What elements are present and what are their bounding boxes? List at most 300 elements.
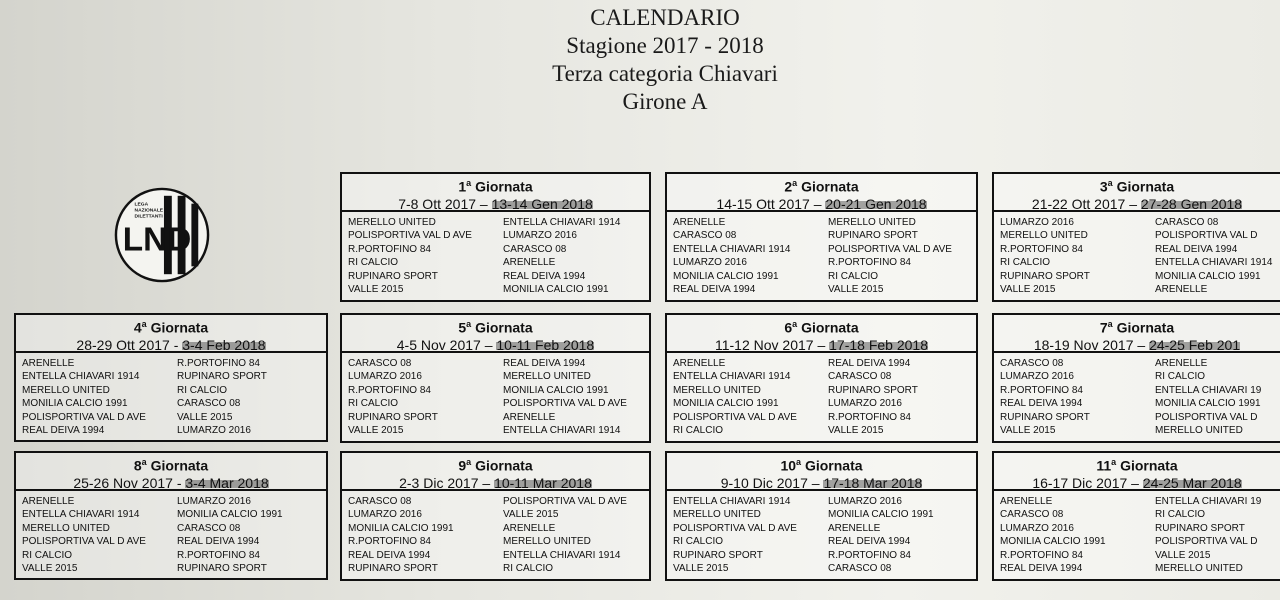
- match-row: [348, 495, 627, 508]
- away-team: R.PORTOFINO 84: [177, 549, 260, 561]
- round-dates: [342, 196, 649, 213]
- round-number: 9: [458, 457, 467, 474]
- round-title: [342, 316, 649, 337]
- home-team: MERELLO UNITED: [1000, 230, 1088, 242]
- home-team: MONILIA CALCIO 1991: [673, 398, 779, 410]
- header-title: CALENDARIO: [590, 5, 740, 30]
- round-suffix: a: [796, 457, 802, 467]
- round-suffix: a: [1111, 457, 1117, 467]
- away-team: MERELLO UNITED: [503, 536, 591, 548]
- home-team: ENTELLA CHIAVARI 1914: [22, 371, 140, 383]
- away-team: LUMARZO 2016: [503, 230, 577, 242]
- away-team: RUPINARO SPORT: [828, 384, 918, 396]
- match-row: [673, 357, 918, 370]
- away-team: LUMARZO 2016: [177, 425, 251, 437]
- return-date: 17-18 Mar 2018: [823, 474, 923, 491]
- match-row: [1000, 270, 1272, 283]
- home-team: RI CALCIO: [348, 398, 399, 410]
- return-date: 27-28 Gen 2018: [1140, 195, 1243, 212]
- round-card-1: [340, 172, 651, 302]
- match-row: [22, 384, 267, 397]
- original-date: 11-12 Nov 2017 –: [714, 336, 830, 353]
- away-team: R.PORTOFINO 84: [177, 358, 260, 369]
- away-team: ARENELLE: [503, 411, 556, 423]
- away-team: ENTELLA CHIAVARI 1914: [503, 549, 621, 561]
- home-team: VALLE 2015: [1000, 425, 1056, 437]
- match-row: [1000, 283, 1272, 296]
- home-team: R.PORTOFINO 84: [348, 536, 431, 548]
- match-row: [348, 397, 627, 410]
- match-row: [22, 370, 267, 383]
- match-row: [673, 424, 918, 437]
- home-team: LUMARZO 2016: [348, 371, 422, 383]
- original-date: 21-22 Ott 2017 –: [1031, 195, 1141, 212]
- match-row: [348, 283, 620, 296]
- match-row: [673, 229, 952, 242]
- match-row: [673, 243, 952, 256]
- home-team: R.PORTOFINO 84: [348, 243, 431, 255]
- away-team: MERELLO UNITED: [1155, 425, 1243, 437]
- round-title: [342, 454, 649, 475]
- away-team: RUPINARO SPORT: [177, 371, 267, 383]
- match-row: [348, 256, 620, 269]
- return-date: 3-4 Mar 2018: [185, 474, 269, 491]
- match-row: [22, 495, 283, 508]
- header-category: Terza categoria Chiavari: [552, 61, 778, 86]
- away-team: CARASCO 08: [1155, 217, 1219, 228]
- match-row: [22, 411, 267, 424]
- round-label: Giornata: [475, 178, 533, 195]
- away-team: RI CALCIO: [177, 384, 228, 396]
- return-date: 24-25 Feb 201: [1149, 336, 1241, 353]
- match-row: [348, 562, 627, 575]
- home-team: RI CALCIO: [673, 425, 724, 437]
- match-row: [22, 424, 267, 437]
- home-team: MERELLO UNITED: [673, 384, 761, 396]
- home-team: ARENELLE: [1000, 496, 1053, 507]
- match-list: [348, 216, 620, 296]
- round-number: 11: [1096, 457, 1112, 474]
- round-title: [16, 454, 326, 475]
- round-title: [342, 175, 649, 196]
- match-row: [348, 424, 627, 437]
- away-team: POLISPORTIVA VAL D AVE: [503, 496, 627, 507]
- header-season: Stagione 2017 - 2018: [566, 33, 764, 58]
- round-card-3: [992, 172, 1280, 302]
- match-row: [348, 508, 627, 521]
- away-team: ENTELLA CHIAVARI 1914: [503, 217, 621, 228]
- round-number: 2: [784, 178, 793, 195]
- home-team: CARASCO 08: [1000, 358, 1064, 369]
- home-team: R.PORTOFINO 84: [1000, 243, 1083, 255]
- match-row: [673, 216, 952, 229]
- match-row: [348, 229, 620, 242]
- away-team: VALLE 2015: [503, 509, 559, 521]
- round-title: [994, 175, 1280, 196]
- match-row: [1000, 397, 1261, 410]
- round-dates: [667, 337, 976, 354]
- match-row: [1000, 535, 1261, 548]
- match-row: [22, 357, 267, 370]
- home-team: MONILIA CALCIO 1991: [348, 522, 454, 534]
- original-date: 4-5 Nov 2017 –: [396, 336, 497, 353]
- round-suffix: a: [466, 457, 472, 467]
- match-row: [348, 243, 620, 256]
- round-number: 4: [133, 319, 142, 336]
- away-team: POLISPORTIVA VAL D AVE: [503, 398, 627, 410]
- home-team: ARENELLE: [22, 496, 75, 507]
- round-number: 3: [1099, 178, 1108, 195]
- away-team: RI CALCIO: [828, 270, 879, 282]
- round-title: [994, 454, 1280, 475]
- match-row: [348, 270, 620, 283]
- match-row: [1000, 243, 1272, 256]
- match-row: [673, 495, 934, 508]
- match-list: [1000, 357, 1261, 437]
- away-team: ENTELLA CHIAVARI 1914: [1155, 257, 1273, 269]
- home-team: MERELLO UNITED: [348, 217, 436, 228]
- round-header: [342, 453, 649, 491]
- home-team: RUPINARO SPORT: [348, 270, 438, 282]
- round-header: [342, 315, 649, 353]
- away-team: R.PORTOFINO 84: [828, 257, 911, 269]
- home-team: CARASCO 08: [1000, 509, 1064, 521]
- round-dates: [342, 475, 649, 492]
- lnd-logo: [113, 186, 211, 284]
- match-row: [673, 384, 918, 397]
- match-row: [1000, 384, 1261, 397]
- match-row: [22, 397, 267, 410]
- match-row: [22, 549, 283, 562]
- match-row: [673, 549, 934, 562]
- away-team: MERELLO UNITED: [828, 217, 916, 228]
- match-row: [348, 370, 627, 383]
- round-card-9: [340, 451, 651, 581]
- away-team: POLISPORTIVA VAL D: [1155, 411, 1258, 423]
- away-team: VALLE 2015: [828, 425, 884, 437]
- away-team: REAL DEIVA 1994: [503, 270, 586, 282]
- match-list: [1000, 495, 1261, 575]
- round-header: [342, 174, 649, 212]
- home-team: REAL DEIVA 1994: [1000, 398, 1083, 410]
- away-team: LUMARZO 2016: [828, 398, 902, 410]
- match-row: [348, 522, 627, 535]
- match-row: [673, 283, 952, 296]
- round-number: 1: [458, 178, 467, 195]
- away-team: R.PORTOFINO 84: [828, 411, 911, 423]
- home-team: ARENELLE: [673, 217, 726, 228]
- home-team: ARENELLE: [673, 358, 726, 369]
- match-row: [22, 522, 283, 535]
- home-team: ARENELLE: [22, 358, 75, 369]
- home-team: VALLE 2015: [348, 284, 404, 296]
- round-label: Giornata: [801, 319, 859, 336]
- away-team: LUMARZO 2016: [177, 496, 251, 507]
- match-row: [673, 256, 952, 269]
- round-card-7: [992, 313, 1280, 443]
- round-label: Giornata: [150, 457, 209, 474]
- away-team: ENTELLA CHIAVARI 19: [1155, 384, 1262, 396]
- round-card-6: [665, 313, 978, 443]
- match-row: [673, 411, 918, 424]
- round-label: Giornata: [804, 457, 863, 474]
- svg-text:NAZIONALE: NAZIONALE: [134, 208, 164, 214]
- round-number: 7: [1099, 319, 1108, 336]
- original-date: 16-17 Dic 2017 –: [1032, 474, 1143, 491]
- match-row: [1000, 522, 1261, 535]
- home-team: RUPINARO SPORT: [673, 549, 763, 561]
- return-date: 10-11 Mar 2018: [494, 474, 592, 491]
- round-label: Giornata: [1120, 457, 1178, 474]
- away-team: POLISPORTIVA VAL D AVE: [828, 243, 952, 255]
- return-date: 3-4 Feb 2018: [182, 336, 266, 353]
- match-row: [673, 370, 918, 383]
- home-team: VALLE 2015: [348, 425, 404, 437]
- round-suffix: a: [141, 319, 147, 329]
- home-team: POLISPORTIVA VAL D AVE: [673, 522, 797, 534]
- home-team: POLISPORTIVA VAL D AVE: [22, 411, 146, 423]
- original-date: 2-3 Dic 2017 –: [399, 474, 495, 491]
- away-team: RI CALCIO: [1155, 509, 1206, 521]
- match-row: [673, 562, 934, 575]
- home-team: ENTELLA CHIAVARI 1914: [673, 496, 791, 507]
- match-row: [1000, 411, 1261, 424]
- round-card-4: [14, 313, 328, 442]
- away-team: MONILIA CALCIO 1991: [503, 384, 609, 396]
- home-team: R.PORTOFINO 84: [348, 384, 431, 396]
- away-team: REAL DEIVA 1994: [177, 536, 260, 548]
- home-team: R.PORTOFINO 84: [1000, 384, 1083, 396]
- round-suffix: a: [141, 457, 147, 467]
- round-suffix: a: [792, 319, 798, 329]
- svg-text:DILETTANTI: DILETTANTI: [134, 214, 163, 220]
- round-suffix: a: [792, 178, 798, 188]
- round-header: [994, 174, 1280, 212]
- away-team: CARASCO 08: [177, 398, 241, 410]
- round-suffix: a: [466, 178, 472, 188]
- logo-text: LND: [122, 221, 192, 259]
- match-row: [1000, 357, 1261, 370]
- round-label: Giornata: [475, 319, 533, 336]
- home-team: ENTELLA CHIAVARI 1914: [673, 371, 791, 383]
- home-team: MERELLO UNITED: [673, 509, 761, 521]
- home-team: LUMARZO 2016: [673, 257, 747, 269]
- match-row: [348, 216, 620, 229]
- away-team: POLISPORTIVA VAL D: [1155, 230, 1258, 242]
- original-date: 18-19 Nov 2017 –: [1033, 336, 1150, 353]
- match-row: [673, 508, 934, 521]
- round-header: [667, 315, 976, 353]
- home-team: MONILIA CALCIO 1991: [22, 398, 128, 410]
- match-row: [673, 397, 918, 410]
- round-label: Giornata: [801, 178, 859, 195]
- round-dates: [342, 337, 649, 354]
- away-team: CARASCO 08: [828, 563, 892, 575]
- round-suffix: a: [466, 319, 472, 329]
- round-number: 6: [784, 319, 793, 336]
- home-team: POLISPORTIVA VAL D AVE: [348, 230, 472, 242]
- round-title: [667, 316, 976, 337]
- round-label: Giornata: [475, 457, 533, 474]
- round-title: [667, 175, 976, 196]
- home-team: REAL DEIVA 1994: [348, 549, 431, 561]
- home-team: VALLE 2015: [22, 563, 78, 575]
- home-team: RUPINARO SPORT: [1000, 411, 1090, 423]
- away-team: MERELLO UNITED: [1155, 563, 1243, 575]
- away-team: RI CALCIO: [1155, 371, 1206, 383]
- home-team: MERELLO UNITED: [22, 522, 110, 534]
- round-dates: [994, 475, 1280, 492]
- away-team: ARENELLE: [828, 522, 881, 534]
- away-team: ARENELLE: [1155, 358, 1208, 369]
- home-team: VALLE 2015: [1000, 284, 1056, 296]
- match-row: [673, 270, 952, 283]
- home-team: RI CALCIO: [348, 257, 399, 269]
- original-date: 7-8 Ott 2017 –: [398, 195, 492, 212]
- match-row: [22, 508, 283, 521]
- round-label: Giornata: [150, 319, 209, 336]
- round-dates: [16, 475, 326, 492]
- round-card-8: [14, 451, 328, 580]
- round-title: [994, 316, 1280, 337]
- away-team: MONILIA CALCIO 1991: [828, 509, 934, 521]
- match-list: [348, 357, 627, 437]
- calendar-header: [440, 4, 890, 116]
- away-team: ARENELLE: [1155, 284, 1208, 296]
- round-dates: [667, 196, 976, 213]
- round-suffix: a: [1107, 319, 1113, 329]
- match-row: [22, 535, 283, 548]
- away-team: CARASCO 08: [828, 371, 892, 383]
- away-team: REAL DEIVA 1994: [1155, 243, 1238, 255]
- match-row: [348, 549, 627, 562]
- round-title: [16, 316, 326, 337]
- round-dates: [994, 196, 1280, 213]
- match-row: [673, 535, 934, 548]
- home-team: CARASCO 08: [348, 358, 412, 369]
- home-team: ENTELLA CHIAVARI 1914: [22, 509, 140, 521]
- away-team: ARENELLE: [503, 522, 556, 534]
- home-team: RUPINARO SPORT: [1000, 270, 1090, 282]
- match-row: [1000, 229, 1272, 242]
- round-card-10: [665, 451, 978, 581]
- match-row: [22, 562, 283, 575]
- away-team: CARASCO 08: [503, 243, 567, 255]
- home-team: REAL DEIVA 1994: [1000, 563, 1083, 575]
- round-label: Giornata: [1116, 319, 1175, 336]
- away-team: ARENELLE: [503, 257, 556, 269]
- home-team: REAL DEIVA 1994: [673, 284, 756, 296]
- round-header: [16, 315, 326, 353]
- home-team: LUMARZO 2016: [1000, 522, 1074, 534]
- round-number: 5: [458, 319, 467, 336]
- away-team: VALLE 2015: [828, 284, 884, 296]
- svg-text:LEGA: LEGA: [134, 202, 149, 208]
- home-team: LUMARZO 2016: [1000, 371, 1074, 383]
- away-team: R.PORTOFINO 84: [828, 549, 911, 561]
- match-row: [1000, 549, 1261, 562]
- return-date: 17-18 Feb 2018: [829, 336, 928, 353]
- away-team: RUPINARO SPORT: [1155, 522, 1245, 534]
- home-team: ENTELLA CHIAVARI 1914: [673, 243, 791, 255]
- home-team: LUMARZO 2016: [1000, 217, 1074, 228]
- round-dates: [16, 337, 326, 354]
- round-card-5: [340, 313, 651, 443]
- round-header: [994, 453, 1280, 491]
- return-date: 20-21 Gen 2018: [825, 195, 927, 212]
- away-team: REAL DEIVA 1994: [828, 536, 911, 548]
- original-date: 9-10 Dic 2017 –: [720, 474, 824, 491]
- home-team: CARASCO 08: [348, 496, 412, 507]
- return-date: 10-11 Feb 2018: [496, 336, 595, 353]
- match-row: [348, 357, 627, 370]
- match-row: [1000, 562, 1261, 575]
- match-row: [1000, 216, 1272, 229]
- away-team: MONILIA CALCIO 1991: [503, 284, 609, 296]
- away-team: MONILIA CALCIO 1991: [1155, 398, 1261, 410]
- home-team: RI CALCIO: [673, 536, 724, 548]
- round-suffix: a: [1107, 178, 1113, 188]
- home-team: MONILIA CALCIO 1991: [673, 270, 779, 282]
- away-team: POLISPORTIVA VAL D: [1155, 536, 1258, 548]
- match-row: [1000, 495, 1261, 508]
- away-team: REAL DEIVA 1994: [828, 358, 911, 369]
- away-team: LUMARZO 2016: [828, 496, 902, 507]
- match-list: [673, 357, 918, 437]
- round-header: [667, 453, 976, 491]
- round-card-11: [992, 451, 1280, 581]
- round-header: [16, 453, 326, 491]
- header-group: Girone A: [622, 89, 708, 114]
- match-row: [673, 522, 934, 535]
- away-team: CARASCO 08: [177, 522, 241, 534]
- home-team: RI CALCIO: [22, 549, 73, 561]
- return-date: 24-25 Mar 2018: [1142, 474, 1242, 491]
- match-row: [348, 384, 627, 397]
- home-team: MERELLO UNITED: [22, 384, 110, 396]
- round-number: 10: [780, 457, 797, 474]
- away-team: MONILIA CALCIO 1991: [177, 509, 283, 521]
- home-team: CARASCO 08: [673, 230, 737, 242]
- home-team: POLISPORTIVA VAL D AVE: [673, 411, 797, 423]
- round-dates: [994, 337, 1280, 354]
- round-title: [667, 454, 976, 475]
- away-team: VALLE 2015: [1155, 549, 1211, 561]
- match-list: [673, 495, 934, 575]
- home-team: VALLE 2015: [673, 563, 729, 575]
- match-row: [1000, 508, 1261, 521]
- home-team: RUPINARO SPORT: [348, 563, 438, 575]
- home-team: RI CALCIO: [1000, 257, 1051, 269]
- original-date: 14-15 Ott 2017 –: [716, 195, 826, 212]
- home-team: RUPINARO SPORT: [348, 411, 438, 423]
- original-date: 28-29 Ott 2017 -: [76, 336, 183, 353]
- return-date: 13-14 Gen 2018: [491, 195, 593, 212]
- away-team: MERELLO UNITED: [503, 371, 591, 383]
- away-team: RI CALCIO: [503, 563, 554, 575]
- match-row: [1000, 256, 1272, 269]
- away-team: RUPINARO SPORT: [177, 563, 267, 575]
- home-team: MONILIA CALCIO 1991: [1000, 536, 1106, 548]
- home-team: R.PORTOFINO 84: [1000, 549, 1083, 561]
- match-list: [22, 495, 283, 575]
- round-card-2: [665, 172, 978, 302]
- round-header: [994, 315, 1280, 353]
- match-row: [1000, 370, 1261, 383]
- round-number: 8: [133, 457, 142, 474]
- away-team: VALLE 2015: [177, 411, 233, 423]
- home-team: POLISPORTIVA VAL D AVE: [22, 536, 146, 548]
